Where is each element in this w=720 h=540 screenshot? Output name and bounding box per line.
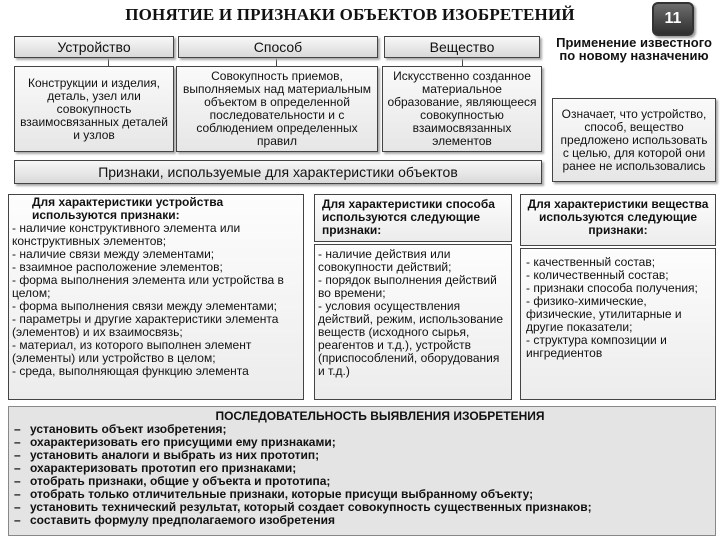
list-item: – установить аналоги и выбрать из них прототип; — [14, 448, 320, 462]
method-features-heading: Для характеристики способа используются следующие признаки: — [322, 197, 495, 237]
list-item: – составить формулу предполагаемого изобретения — [14, 513, 335, 527]
substance-header: Вещество — [384, 36, 540, 58]
device-definition: Конструкции и изделия, деталь, узел или совокупность взаимосвязанных деталей и узлов — [14, 66, 174, 152]
list-item: - наличие связи между элементами; — [12, 247, 215, 261]
substance-features-list — [526, 256, 714, 360]
list-item: - материал, из которого выполнен элемент (элементы) или устройство в целом; — [12, 338, 252, 365]
connector-line — [276, 58, 277, 66]
list-item: - условия осуществления действий, режим, использование веществ (исходного сырья, реагентов и т.д.), устройств (приспособлений, оборудования и т.д.) — [318, 299, 504, 378]
device-header: Устройство — [14, 36, 174, 58]
list-item: - форма выполнения элемента или устройства в целом; — [12, 273, 284, 300]
list-item: – установить объект изобретения; — [14, 422, 227, 436]
method-header: Способ — [178, 36, 378, 58]
page-title: ПОНЯТИЕ И ПРИЗНАКИ ОБЪЕКТОВ ИЗОБРЕТЕНИЙ — [125, 5, 575, 24]
list-item: - физико-химические, физические, утилитарные и другие показатели; — [526, 294, 682, 334]
application-definition: Означает, что устройство, способ, вещество предложено использовать с целью, для которой они ранее не использовались — [552, 98, 716, 182]
list-item: – охарактеризовать его присущими ему признаками; — [14, 435, 336, 449]
connector-line — [462, 58, 463, 66]
list-item: - взаимное расположение элементов; — [12, 260, 223, 274]
method-definition: Совокупность приемов, выполняемых над материальным объектом в определенной последовательности и с соблюдением определенных правил — [176, 66, 378, 152]
list-item: - параметры и другие характеристики элемента (элементов) и их взаимосвязь; — [12, 312, 279, 339]
device-features-heading: Для характеристики устройства используются признаки: — [32, 195, 224, 222]
sequence-title: ПОСЛЕДОВАТЕЛЬНОСТЬ ВЫЯВЛЕНИЯ ИЗОБРЕТЕНИЯ — [215, 409, 545, 423]
substance-definition: Искусственно созданное материальное образование, являющееся совокупностью взаимосвязанных элементов — [382, 66, 542, 152]
list-item: - среда, выполняющая функцию элемента — [12, 364, 249, 378]
list-item: - количественный состав; — [526, 268, 669, 282]
list-item: - качественный состав; — [526, 255, 656, 269]
list-item: – отобрать только отличительные признаки, которые присущи выбранному объекту; — [14, 487, 534, 501]
list-item: - признаки способа получения; — [526, 281, 698, 295]
connector-line — [108, 58, 109, 66]
list-item: - форма выполнения связи между элементами; — [12, 299, 278, 313]
substance-features-heading: Для характеристики вещества используются следующие признаки: — [527, 197, 709, 237]
method-features-list — [318, 248, 508, 378]
device-features-list — [12, 222, 302, 378]
page-number-badge: 11 — [652, 2, 694, 36]
list-item: – охарактеризовать прототип его признаками; — [14, 461, 297, 475]
list-item: – отобрать признаки, общие у объекта и прототипа; — [14, 474, 331, 488]
features-title: Признаки, используемые для характеристики объектов — [14, 160, 542, 184]
sequence-list — [14, 423, 714, 527]
list-item: - наличие действия или совокупности действий; — [318, 247, 452, 274]
list-item: – установить технический результат, который создает совокупность существенных признаков; — [14, 500, 592, 514]
device-features-text — [12, 196, 302, 378]
list-item: - структура композиции и ингредиентов — [526, 333, 667, 360]
list-item: - порядок выполнения действий во времени; — [318, 273, 497, 300]
list-item: - наличие конструктивного элемента или конструктивных элементов; — [12, 221, 241, 248]
application-header: Применение известного по новому назначению — [556, 35, 712, 63]
